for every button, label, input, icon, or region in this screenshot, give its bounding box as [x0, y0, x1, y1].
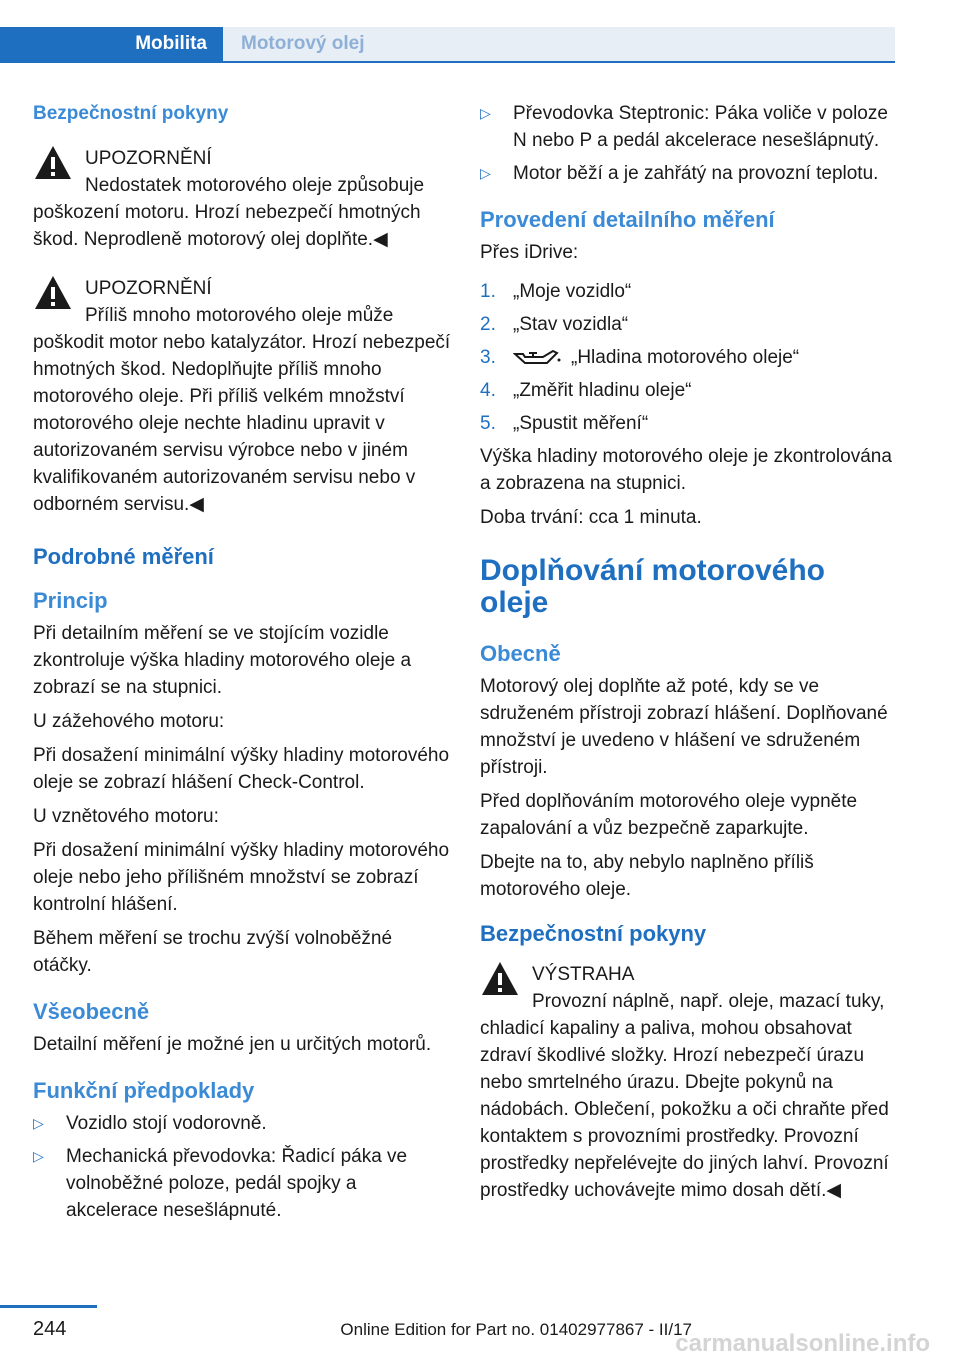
conditions-list-continued	[480, 100, 895, 187]
warning-text: Provozní náplně, např. oleje, mazací tuky, chladicí kapaliny a paliva, mohou obsahovat zdraví škodlivé složky. Hrozí nebezpečí úrazu nebo smrtelného úrazu. Dbejte pokynů na nádobách. Oblečení, pokožku a oči chraňte před kontaktem s provozními prostředky. Provozní prostředky nepřelévejte do jiných lahví. Provozní prostředky uchovávejte mimo dosah dětí.◀	[480, 991, 889, 1201]
heading-safety: Bezpečnostní pokyny	[480, 921, 707, 946]
warning-text: Příliš mnoho motorového oleje může poškodit motor nebo katalyzátor. Hrozí nebezpečí hmotných škod. Nedoplňujte příliš mnoho motorového oleje. Při příliš velkém množství motorového oleje nechte hladinu upravit v autorizovaném servisu výrobce nebo v jiném kvalifikovaném autorizovaném servisu nebo v odborném servisu.◀	[33, 305, 451, 515]
idrive-label: Přes iDrive:	[480, 242, 579, 263]
footer-divider	[0, 1305, 97, 1308]
list-item: ▷ Vozidlo stojí vodorovně.	[33, 1110, 451, 1137]
warning-triangle-icon	[33, 273, 73, 313]
heading-general: Obecně	[480, 641, 561, 666]
warning-title: VÝSTRAHA	[532, 964, 635, 985]
list-item: ▷ Motor běží a je zahřátý na provozní teplotu.	[480, 160, 895, 187]
warning-text: Nedostatek motorového oleje způsobuje poškození motoru. Hrozí nebezpečí hmotných škod. Neprodleně motorový olej doplňte.◀	[33, 175, 425, 250]
refill-text-2: Před doplňováním motorového oleje vypněte zapalování a vůz bezpečně zaparkujte.	[480, 791, 858, 839]
edition-note: Online Edition for Part no. 01402977867 - II/17	[340, 1320, 692, 1339]
warning-title: UPOZORNĚNÍ	[85, 278, 212, 299]
left-column	[33, 100, 451, 1230]
warning-block-3	[480, 953, 895, 1204]
idle-text: Během měření se trochu zvýší volnoběžné otáčky.	[33, 928, 393, 976]
list-item: ▷ Převodovka Steptronic: Páka voliče v poloze N nebo P a pedál akcelerace nesešlápnutý.	[480, 100, 895, 154]
steps-list	[480, 278, 895, 437]
list-item: 3. „Hladina motorového oleje“	[480, 347, 800, 368]
general-text: Detailní měření je možné jen u určitých motorů.	[33, 1034, 432, 1055]
warning-title: UPOZORNĚNÍ	[85, 148, 212, 169]
warning-triangle-icon	[480, 959, 520, 999]
heading-general: Všeobecně	[33, 999, 150, 1024]
conditions-list	[33, 1110, 451, 1224]
petrol-text: Při dosažení minimální výšky hladiny motorového oleje se zobrazí hlášení Check-Control.	[33, 745, 450, 793]
list-item: 5. „Spustit měření“	[480, 413, 649, 434]
list-item: 2. „Stav vozidla“	[480, 314, 629, 335]
list-item: ▷ Mechanická převodovka: Řadicí páka ve volnoběžné poloze, pedál spojky a akcelerace nesešlápnuté.	[33, 1143, 451, 1224]
diesel-text: Při dosažení minimální výšky hladiny motorového oleje nebo jeho přílišném množství se zobrazí kontrolní hlášení.	[33, 840, 450, 915]
page-header	[0, 27, 895, 61]
heading-safety: Bezpečnostní pokyny	[33, 103, 229, 124]
page-number: 244	[33, 1318, 67, 1340]
triangle-bullet-icon: ▷	[480, 105, 491, 121]
warning-triangle-icon	[33, 143, 73, 183]
triangle-bullet-icon: ▷	[33, 1115, 44, 1131]
refill-text-3: Dbejte na to, aby nebylo naplněno příliš motorového oleje.	[480, 852, 814, 900]
heading-refill-oil: Doplňování motorového oleje	[480, 554, 825, 619]
heading-principle: Princip	[33, 588, 108, 613]
list-item: 1. „Moje vozidlo“	[480, 281, 632, 302]
duration-text: Doba trvání: cca 1 minuta.	[480, 507, 702, 528]
header-divider	[0, 61, 895, 63]
principle-text: Při detailním měření se ve stojícím vozidle zkontroluje výška hladiny motorového oleje a zobrazí se na stupnici.	[33, 623, 412, 698]
triangle-bullet-icon: ▷	[480, 165, 491, 181]
refill-text-1: Motorový olej doplňte až poté, kdy se ve sdruženém přístroji zobrazí hlášení. Doplňované množství je uvedeno v hlášení ve sdruženém přístroji.	[480, 676, 888, 778]
right-column	[480, 100, 895, 1210]
heading-perform-measurement: Provedení detailního měření	[480, 207, 775, 232]
warning-block-1	[33, 137, 451, 253]
warning-block-2	[33, 267, 451, 518]
diesel-label: U vznětového motoru:	[33, 806, 219, 827]
watermark: carmanualsonline.info	[675, 1330, 930, 1357]
result-text: Výška hladiny motorového oleje je zkontrolována a zobrazena na stupnici.	[480, 446, 892, 494]
heading-conditions: Funkční předpoklady	[33, 1078, 255, 1103]
section-tab-mobilita: Mobilita	[0, 27, 223, 61]
heading-detail-measurement: Podrobné měření	[33, 544, 214, 569]
triangle-bullet-icon: ▷	[33, 1148, 44, 1164]
oil-can-icon	[513, 348, 561, 368]
section-tab-motor-oil: Motorový olej	[223, 27, 895, 61]
petrol-label: U zážehového motoru:	[33, 711, 225, 732]
list-item: 4. „Změřit hladinu oleje“	[480, 380, 692, 401]
